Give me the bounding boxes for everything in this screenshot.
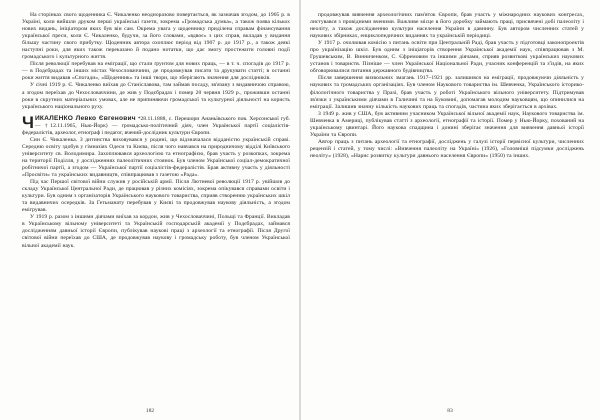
entry-header-text: *28.11.1888, с. Перешори Ананьївського пов. Херсонської губ. — †12.11.1965, Нью-Йорк) — громадсько-політичний діяч, член Української партії соціалістів-федералістів, археолог, етнограф і педагог, вчений-дослідник культури Європи. <box>22 115 290 136</box>
left-intro-paragraph-3: У січні 1919 р. Є. Чикаленко виїхав до Станіславова, там займав посаду, зв'язану з видавничою справою, а згодом переїхав до Чехословаччини, де жив у Подєбрадах і помер 20 червня 1929 р., проживши останні роки в скрутних матеріальних умовах, але не припиняючи громадської та культурної діяльності на користь українського національного руху. <box>22 82 290 110</box>
entry-paragraph-2: Під час Першої світової війни служив у російській армії. Після Лютневої революції 1917 р. увійшов до складу Української Центральної Ради, де працював у різних комісіях, зокрема опікувався справами освіти і культури. Був одним з організаторів Українського наукового товариства, сприяв створенню українських шкіл та видавничих осередків. За Гетьманату перебував у Києві та продовжував наукову діяльність, а згодом емігрував. <box>22 179 290 214</box>
right-page-number: 83 <box>447 408 453 414</box>
right-paragraph-2: У 1917 р. очолював комісію з питань освіти при Центральній Раді, брав участь у підготовці законопроектів про українізацію шкіл. Був одним з ініціаторів створення Української академії наук, співпрацював з М. Грушевським, В. Винниченком, С. Єфремовим та іншими діячами, сприяв розвиткові українських наукових установ і товариств. Пізніше — член Української Національної Ради, учасник конференцій та з'їздів, на яких обговорювалися питання державного будівництва. <box>310 40 584 75</box>
left-page-number: 182 <box>145 408 155 414</box>
entry-headword: ИКАЛЕНКО Левко Євгенович <box>34 114 136 122</box>
entry-paragraph-1: Син Є. Чикаленка. З дитинства виховувався у родині, що відзначалася відданістю українській справі. Середню освіту здобув у гімназіях Одеси та Києва, після чого навчався на природничому відділі Київського університету св. Володимира. Захоплювався археологією та етнографією, брав участь у розкопках, зокрема на території Поділля, у дослідженнях палеолітичних стоянок. Був членом Української соціал-демократичної робітничої партії, а згодом — Української партії соціалістів-федералістів. Брав активну участь у діяльності «Просвіти» та українських видавництв, співпрацював з газетою «Рада». <box>22 136 290 179</box>
right-page <box>300 0 600 420</box>
right-paragraph-4: З 1949 р. жив у США, був активним учасником Української вільної академії наук, Наукового товариства ім. Шевченка в Америці, публікував статті з археології, етнографії та історії. Помер у Нью-Йорку, похований на українському цвинтарі. Його наукова спадщина і донині зберігає значення для вивчення давньої історії України та Європи. <box>310 110 584 138</box>
entry-paragraph-3: У 1919 р. разом з іншими діячами виїхав за кордон, жив у Чехословаччині, Польщі та Франції. Викладав в Українському вільному університеті та Українській господарській академії у Подєбрадах, займався дослідженням давньої історії Європи, публікував наукові праці з археології та етнографії. Після Другої світової війни переїхав до США, де продовжував наукову і громадську роботу, був членом Української вільної академії наук. <box>22 214 290 249</box>
right-paragraph-3: Після завершення визвольних змагань 1917–1921 рр. залишився на еміграції, продовжуючи діяльність у наукових та громадських організаціях. Був членом Наукового товариства ім. Шевченка, Українського історико-філологічного товариства у Празі, брав участь у роботі Українського вільного університету. Підтримував зв'язки з українськими діячами в Галичині та на Буковині, допомагав молодим науковцям, що опинилися на еміграції. Залишив значну кількість наукових праць та спогадів, частина яких зберігається в архівах. <box>310 75 584 110</box>
right-paragraph-5: Автор праць з питань археології та етнографії, досліджень у галузі історії первісної культури, численних рецензій і статей, у тому числі: «Вивчення палеоліту на Україні» (1926), «Головніші підсумки досліджень неоліту» (1928), «Нарис розвитку культури давнього населення Європи» (1950) та інших. <box>310 138 584 159</box>
entry-dropcap: Ч <box>22 112 34 132</box>
left-intro-paragraph-2: Після революції перебував на еміграції, що стали ґрунтом для нових праць, — в т. ч. спогадів до 1917 р. — в Подєбрадах та інших містах Чехословаччини, де продовжував писати та друкувати статті; в останні роки життя видавав «Спогади», «Щоденник» та інші твори, що зберігають значення для дослідників. <box>22 61 290 82</box>
left-intro-paragraph-1: На сторінках свого щоденника Є. Чикаленко неодноразово повертається, як зазначав згодом, до 1905 р. в Україні, коли вийшли друком перші українські газети, зокрема «Громадська думка», а також поява кількох нових видань, ініціатором яких був він сам. Окрема увага у щоденнику приділена справам фінансування української преси, коли Є. Чикаленко, будучи, за його словами, «вдвоє» з цих справ, вкладав у видання більшу частину свого прибутку. Щоденник автора охоплює період від 1907 р. до 1917 р., а також деякі наступні роки, для яких також переказано й подано нотатки, що дає змогу простежити головні події громадського і культурного життя. <box>22 12 290 61</box>
right-paragraph-1: продовжував вивчення археологічних пам'яток Європи, брав участь у міжнародних наукових конгресах, листувався з провідними вченими. Важливе місце в його доробку займають праці, присвячені добі палеоліту і неоліту, а також дослідженню культури населення України в давнину. Був автором численних статей у наукових збірниках, енциклопедичних виданнях та українській періодиці. <box>310 12 584 40</box>
biography-entry <box>22 112 290 137</box>
